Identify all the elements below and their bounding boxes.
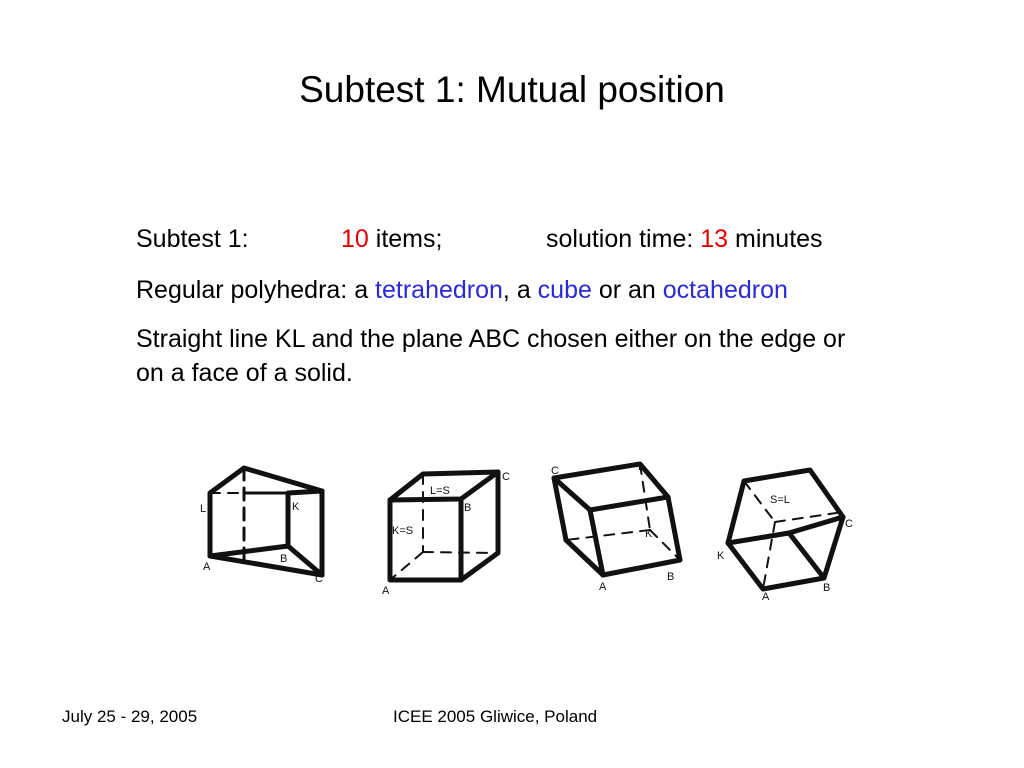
- fig1-label-l: L: [200, 503, 207, 515]
- figure-cube-3: [554, 464, 680, 575]
- time-unit: minutes: [735, 225, 823, 253]
- fig1-label-c: C: [315, 573, 323, 585]
- footer-event: ICEE 2005 Gliwice, Poland: [393, 707, 598, 726]
- fig4-label-a: A: [762, 591, 770, 603]
- fig1-label-a: A: [203, 561, 211, 573]
- cube-1-solid-edges: [210, 468, 322, 575]
- polyhedra-sep1: , a: [502, 276, 531, 304]
- cube-term: cube: [537, 276, 592, 304]
- fig4-label-c: C: [845, 518, 853, 530]
- polyhedra-sep2: or an: [598, 276, 656, 304]
- fig4-label-k: K: [717, 550, 725, 562]
- figure-cube-4: [728, 470, 843, 589]
- fig3-label-b: B: [667, 571, 675, 583]
- fig4-label-sl: S=L: [770, 494, 790, 506]
- subtest-label: Subtest 1:: [136, 225, 249, 253]
- fig3-label-c: C: [551, 465, 559, 477]
- fig2-label-a: A: [382, 585, 390, 597]
- fig1-label-b: B: [280, 553, 288, 565]
- fig2-label-ks: K=S: [392, 525, 414, 537]
- figure-cube-1: [210, 468, 322, 575]
- footer-date: July 25 - 29, 2005: [62, 707, 198, 726]
- fig3-label-k: K: [645, 528, 653, 540]
- time-label: solution time:: [546, 225, 694, 253]
- cube-3-solid-edges: [554, 464, 680, 575]
- polyhedra-prefix: Regular polyhedra: a: [136, 276, 369, 304]
- tetrahedron-term: tetrahedron: [375, 276, 503, 304]
- fig2-label-b: B: [464, 502, 472, 514]
- fig1-label-k: K: [292, 501, 300, 513]
- fig4-label-b: B: [823, 582, 831, 594]
- items-word: items;: [375, 225, 443, 253]
- fig3-label-a: A: [599, 581, 607, 593]
- fig2-label-ls: L=S: [430, 485, 450, 497]
- cube-4-solid-edges: [728, 470, 843, 589]
- octahedron-term: octahedron: [662, 276, 788, 304]
- time-value: 13: [700, 225, 729, 253]
- fig2-label-c: C: [502, 471, 510, 483]
- cube-3-hidden-edges: [566, 464, 680, 560]
- description-paragraph: Straight line KL and the plane ABC chosen either on the edge or on a face of a solid.: [136, 325, 846, 387]
- fig3-label-l: L: [638, 461, 645, 473]
- slide-title: Subtest 1: Mutual position: [299, 69, 725, 110]
- items-count: 10: [341, 225, 369, 253]
